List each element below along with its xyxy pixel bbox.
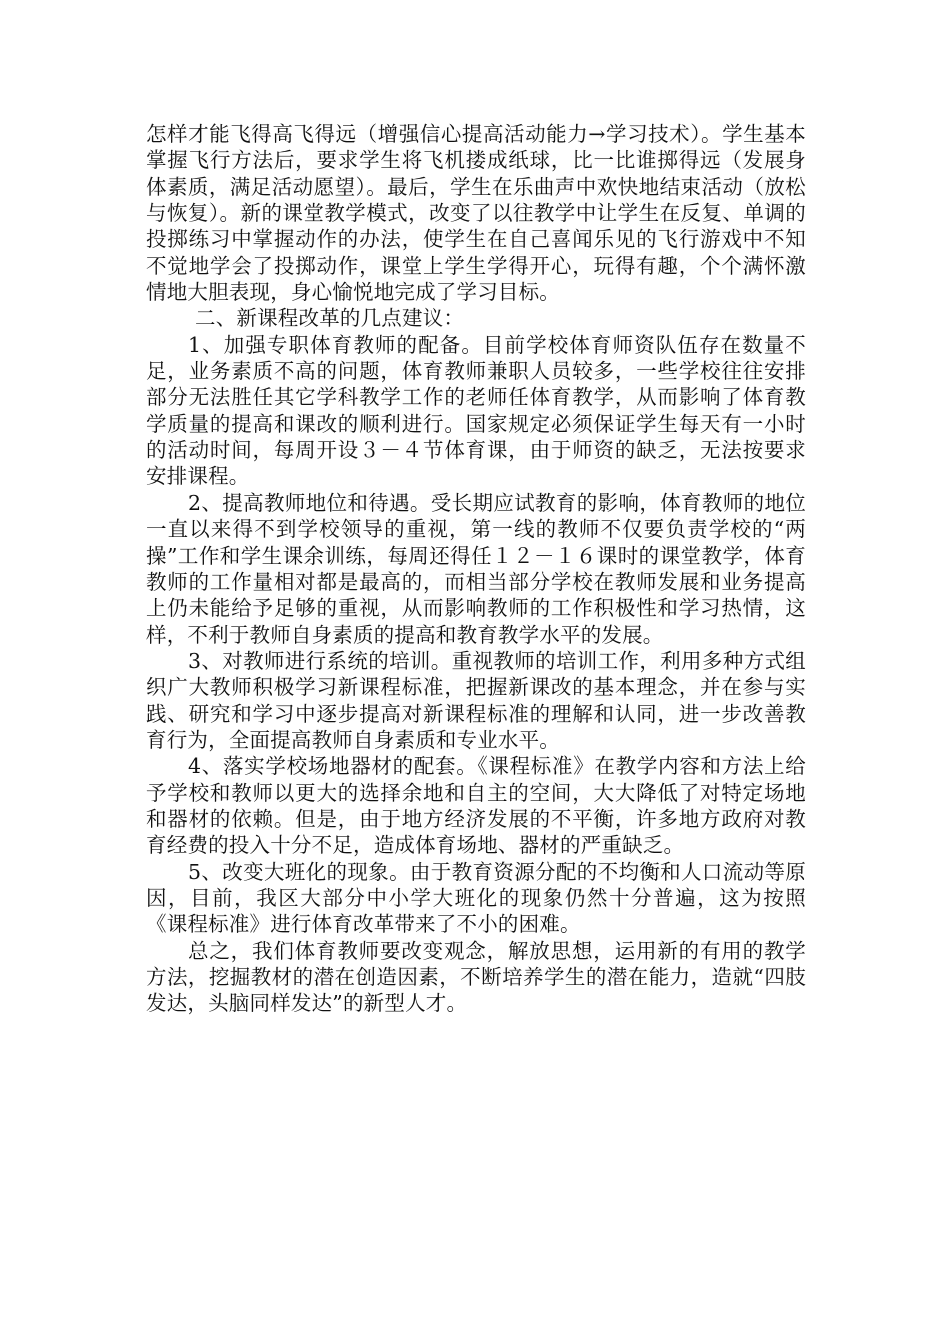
section-heading-suggestions: 二、新课程改革的几点建议： <box>195 306 465 331</box>
paragraph-suggestion-3: 3、对教师进行系统的培训。重视教师的培训工作，利用多种方式组织广大教师积极学习新课程标准，把握新课改的基本理念，并在参与实践、研究和学习中逐步提高对新课程标准的理解和认同，进一步改善教育行为，全面提高教师自身素质和专业水平。 <box>146 648 806 752</box>
paragraph-conclusion: 总之，我们体育教师要改变观念，解放思想，运用新的有用的教学方法，挖掘教材的潜在创造因素，不断培养学生的潜在能力，造就“四肢发达，头脑同样发达”的新型人才。 <box>146 938 806 1016</box>
paragraph-suggestion-5: 5、改变大班化的现象。由于教育资源分配的不均衡和人口流动等原因，目前，我区大部分中小学大班化的现象仍然十分普遍，这为按照《课程标准》进行体育改革带来了不小的困难。 <box>146 859 806 937</box>
paragraph-intro-continuation: 怎样才能飞得高飞得远（增强信心提高活动能力→学习技术）。学生基本掌握飞行方法后，要求学生将飞机搂成纸球，比一比谁掷得远（发展身体素质，满足活动愿望）。最后，学生在乐曲声中欢快地结束活动（放松与恢复）。新的课堂教学模式，改变了以往教学中让学生在反复、单调的投掷练习中掌握动作的办法，使学生在自己喜闻乐见的飞行游戏中不知不觉地学会了投掷动作，课堂上学生学得开心，玩得有趣，个个满怀激情地大胆表现，身心愉悦地完成了学习目标。 <box>146 122 806 305</box>
document-body <box>146 121 806 1017</box>
paragraph-suggestion-1: 1、加强专职体育教师的配备。目前学校体育师资队伍存在数量不足，业务素质不高的问题，体育教师兼职人员较多，一些学校往往安排部分无法胜任其它学科教学工作的老师任体育教学，从而影响了体育教学质量的提高和课改的顺利进行。国家规定必须保证学生每天有一小时的活动时间，每周开设３－４节体育课，由于师资的缺乏，无法按要求安排课程。 <box>146 332 806 489</box>
paragraph-suggestion-4: 4、落实学校场地器材的配套。《课程标准》在教学内容和方法上给予学校和教师以更大的选择余地和自主的空间，大大降低了对特定场地和器材的依赖。但是，由于地方经济发展的不平衡，许多地方政府对教育经费的投入十分不足，造成体育场地、器材的严重缺乏。 <box>146 754 806 858</box>
paragraph-suggestion-2: 2、提高教师地位和待遇。受长期应试教育的影响，体育教师的地位一直以来得不到学校领导的重视，第一线的教师不仅要负责学校的“两操”工作和学生课余训练，每周还得任１２－１６课时的课堂教学，体育教师的工作量相对都是最高的，而相当部分学校在教师发展和业务提高上仍未能给予足够的重视，从而影响教师的工作积极性和学习热情，这样，不利于教师自身素质的提高和教育教学水平的发展。 <box>146 490 806 647</box>
